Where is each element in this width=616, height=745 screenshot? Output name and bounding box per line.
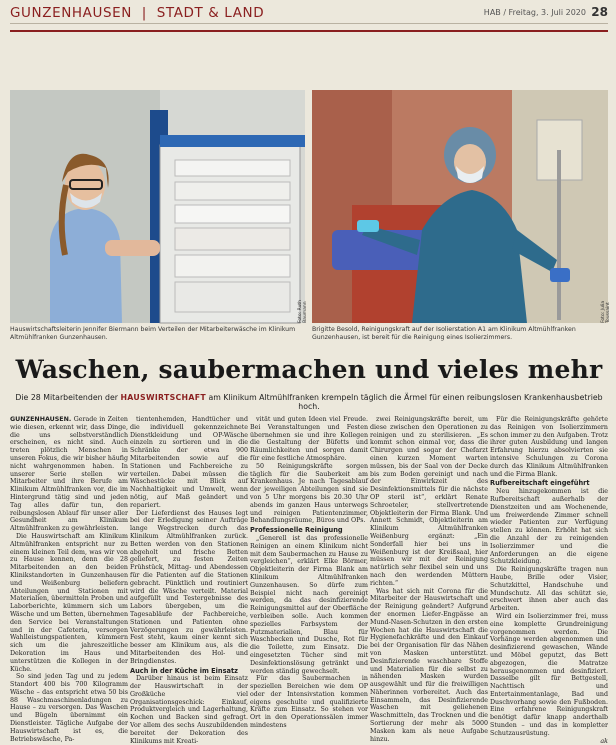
subhead-text: Die 28 Mitarbeitenden der — [15, 393, 118, 402]
page-number: 28 — [591, 5, 608, 19]
article-column — [370, 416, 488, 743]
article-paragraph: Die Hauswirtschaft am Klinikum Altmühlfranken entspricht nur zu einem kleinen Teil dem, was wir von zu Hause kennen, denn die 28 Mitarbeitenden an den beiden Klinikstandorten in Gunzenhausen und Weißenburg beliefern Abteilungen und Stationen mit Materialien, übermitteln Proben und Laborberichte, kümmern sich um Wäsche und um Betten, übernehmen den Service bei Veranstaltungen und in der Cafeteria, versorgen Wahlleistungspatienten, kümmern sich um die jahreszeitliche Dekoration im Haus und unterstützen die Kollegen in der Küche. — [10, 532, 129, 673]
photo-laundry-distribution — [10, 90, 308, 323]
article-column — [130, 416, 248, 745]
subhead-keyword: HAUSWIRTSCHAFT — [120, 393, 206, 402]
cleaning-scene-illustration — [312, 90, 608, 323]
article-paragraph: Für das Saubermachen in speziellen Bereichen wie dem OP oder der Intensivstation kommen eigens geschulte und qualifizierte Kräfte zum Einsatz. So stehen vor Ort in den Operationssälen immer mindestens — [250, 675, 368, 730]
photo-caption: Hauswirtschaftsleiterin Jennifer Biermann beim Verteilen der Mitarbeiterwäsche im Klinikum Altmühlfranken Gunzenhausen. — [10, 326, 296, 341]
article-column — [250, 416, 368, 730]
article-paragraph: Darüber hinaus ist beim Einsatz der Hauswirtschaft in der Großküche viel Organisationsgeschick: Einkauf, Produktvergleich und Lagerhaltung, Kochen und Backen sind gefragt. Vor allem des sechs Auszubildenden bereitet der Dekoration des Klinikums mit Kreati- — [130, 675, 248, 745]
article-paragraph: Neu hinzugekommen ist die Rufbereitschaft außerhalb der Dienstzeiten und am Wochenende, um freiwerdende Zimmer schnell wieder Patienten zur Verfügung stellen zu können. Erhöht hat sich die Anzahl der zu reinigenden Isolierzimmer und die Anforderungen an die eigene Schutzkleidung. — [490, 488, 608, 566]
article-headline: Waschen, saubermachen und vieles mehr — [15, 355, 603, 384]
photo-credit: Foto: Ruth Baumann — [298, 299, 308, 323]
page-header — [10, 2, 608, 24]
subhead-text: am Klinikum Altmühlfranken krempeln täglich die Ärmel für einen reibungslosen Krankenhausbetrieb hoch. — [208, 393, 603, 411]
issue-date: HAB / Freitag, 3. Juli 2020 — [483, 8, 586, 17]
article-paragraph: „Generell ist das professionelle Reinigen an einem Klinikum nicht mit dem Saubermachen zu Hause zu vergleichen“, erklärt Elke Börmer, Objektleiterin der Firma Blank am Klinikum Altmühlfranken Gunzenhausen. So dürfe zum Beispiel nicht nach gereinigt werden, da das desinfizierende Reinigungsmittel auf der Oberfläche verbleiben solle. Auch kommen spezielles Farbsystem der Putzmaterialien, Blau für Waschbecken und Dusche, Rot für die Toilette, zum Einsatz. Die eingesetzten Tücher sind mit Desinfektionslösung getränkt und werden ständig gewechselt. — [250, 534, 368, 675]
article-subheading: Auch in der Küche im Einsatz — [130, 666, 238, 675]
article-paragraph: Wird ein Isolierzimmer frei, muss eine komplette Grundreinigung vorgenommen werden. Die Vorhänge werden abgenommen und desinfizierend gewaschen, Wände und Möbel geputzt, das Bett abgezogen, die Matratze herausgenommen und desinfiziert. Dasselbe gilt für Bettgestell, Nachttisch und Entertainmentanlage, Bad und Duschvorhang sowie den Fußboden. Eine erfahrene Reinigungskraft benötigt dafür knapp anderthalb Stunden – und das in kompletter Schutzausrüstung. — [490, 612, 608, 737]
article-paragraph: Der Lieferdienst des Hauses legt bei der Erledigung seiner Aufträge lange Wegstrecken durch das Klinikum Altmühlfranken zurück. Betten werden von den Stationen abgeholt und frische Betten geliefert, zu festen Zeiten Frühstück, Mittag- und Abendessen für die Patienten auf die Stationen gebracht. Pünktlich und routiniert wird die Wäsche verteilt. Material aufgefüllt und Testergebnisse des Labors übergeben, um die Tagesabläufe der Fachbereiche, Stationen und Patienten ohne Verzögerungen zu gewährleisten. Fest steht, kaum einer kennt sich besser am Klinikum aus, als die Mitarbeitenden des Hol- und Bringdienstes. — [130, 509, 248, 665]
article-subheading: Professionelle Reinigung — [250, 526, 343, 535]
laundry-scene-illustration — [10, 90, 305, 323]
article-subhead — [10, 393, 608, 411]
article-paragraph: Die Reinigungskräfte tragen nun Haube, Brille oder Visier, Schutzkittel, Handschuhe und Mundschutz. All das schützt sie, erschwert ihnen aber auch das Arbeiten. — [490, 566, 608, 613]
article-paragraph: Was hat sich mit Corona für die Mitarbeiter der Hauswirtschaft und der Reinigung geändert? Aufgrund der enormen Liefer-Engpässe an Mund-Nasen-Schutzen in den ersten Wochen hat die Hauswirtschaft die Hygienefachkräfte und den Einkauf bei der Organisation für das Nähen von Masken unterstützt. Desinfizierende waschbare Stoffe und Materialien für die selbst zu nähenden Masken wurden ausgewählt und für die freiwilligen Näherinnen vorbereitet. Auch das Einsammeln, das Desinfizierende Waschen mit geliehenen Waschmitteln, das Trocknen und die Sortierung der mehr als 5000 Masken kam als neue Aufgabe hinzu. — [370, 587, 488, 743]
article-paragraph: vität und guten Ideen viel Freude. Bei Veranstaltungen und Festen übernehmen sie und ihre Kollegen die Gestaltung der Büfetts und Räumlichkeiten und sorgen damit für eine festliche Atmosphäre. — [250, 416, 368, 462]
photo-caption: Brigitte Besold, Reinigungskraft auf der Isolierstation A1 am Klinikum Altmühlfranken Gunzenhausen, ist bereit für die Reinigung eines Isolierzimmers. — [312, 326, 576, 341]
photo-isolation-cleaning — [312, 90, 611, 323]
article-lead — [10, 416, 128, 533]
dateline: GUNZENHAUSEN. — [10, 416, 74, 423]
photo-credit: Foto: Julia Toussaint — [601, 300, 611, 323]
section-name: GUNZENHAUSEN — [10, 5, 132, 21]
article-paragraph: 50 Reinigungskräfte sorgen täglich für die Sauberkeit am Krankenhaus. Je nach Tagesablauf der jeweiligen Abteilungen sind sie von 5 Uhr morgens bis 20.30 Uhr abends im ganzen Haus unterwegs und reinigen Patientenzimmer, Behandlungsräume, Büros und OPs. — [250, 462, 368, 525]
article-subheading: Rufbereitschaft eingeführt — [490, 479, 590, 488]
header-rule — [10, 30, 608, 32]
article-column — [490, 416, 608, 745]
article-paragraph: tientenhemden, Handtücher und die individuell gekennzeichnete Dienstkleidung und OP-Wäsche einzeln zu sortieren und in die Schränke der etwa 900 Mitarbeitenden sowie auf die Stationen und Fachbereiche zu verteilen. Dabei müssen die Wäschestücke mit Blick auf Nachhaltigkeit und Umwelt, wenn nötig, auf Maß geändert und repariert. — [130, 416, 248, 509]
author-signature: ak — [600, 737, 608, 745]
section-title: GUNZENHAUSEN | STADT & LAND — [10, 5, 265, 21]
lead-text: Gerade in Zeiten wie diesen, erkennt wir, dass Dinge, die uns selbstverständlich erscheinen, es nicht sind. Auch treten plötzlich Menschen in unseren Fokus, die wir bisher häufig nicht wahrgenommen haben. In unserer Serie stellen wir Mitarbeiter und ihre Berufe am Klinikum Altmühlfranken vor, die im Hintergrund tätig sind und jeden Tag alles dafür tun, den reibungslosen Ablauf für unser aller Gesundheit am Klinikum Altmühlfranken zu gewährleisten. — [10, 416, 128, 533]
article-paragraph: So sind jeden Tag und zu jedem Standort 400 bis 700 Kilogramm Wäsche – das entspricht etwa 50 bis 88 Waschmaschinenladungen zu Hause – zu versorgen. Das Waschen und Bügeln übernimmt ein Dienstleister. Tägliche Aufgabe der Hauswirtschaft ist es, die Betriebswäsche, Pa- — [10, 673, 128, 743]
article-paragraph: zwei Reinigungskräfte bereit, um diese zwischen den Operationen zu reinigen und zu sterilisieren. „Es kommt schon einmal vor, dass die Chirurgen und sogar der Chefarzt einen kurzen Moment warten müssen, bis der Saal von der Decke bis zum Boden gereinigt und nach der Einwirkzeit des Desinfektionsmittels für die nächste OP steril ist“, erklärt Renate Schroeteler, stellvertretende Objektleiterin der Firma Blank. Und Annett Schmidt, Objektleiterin am Klinikum Altmühlfranken Weißenburg ergänzt: „Ein Sonderfall hier bei uns in Weißenburg ist der Kreißsaal, hier müssen wir mit der Reinigung natürlich sehr flexibel sein und uns nach den werdenden Müttern richten.“ — [370, 416, 488, 587]
article-column — [10, 416, 128, 743]
article-paragraph: Für die Reinigungskräfte gehörte das Reinigen von Isolierzimmern schon immer zu den Aufgaben. Trotz ihrer guten Ausbildung und langen Erfahrung hierzu absolvierten sie intensive Schulungen zu Corona durch das Klinikum Altmühlfranken und die Firma Blank. — [490, 416, 608, 478]
section-subname: STADT & LAND — [156, 5, 265, 21]
